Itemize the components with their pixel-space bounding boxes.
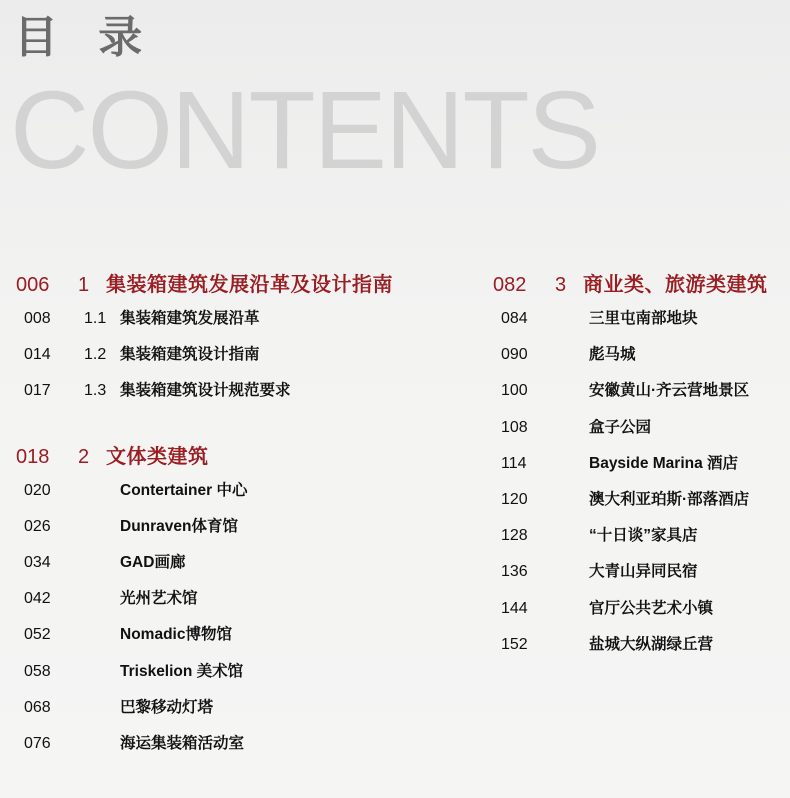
toc-item-list — [16, 472, 393, 768]
toc-section — [493, 268, 768, 668]
entry-page-number: 017 — [24, 382, 51, 400]
entry-page-number: 084 — [501, 310, 528, 327]
toc-entry[interactable] — [493, 378, 768, 414]
toc-entry[interactable] — [16, 378, 393, 414]
toc-section — [16, 440, 393, 768]
entry-title: 集装箱建筑设计指南 — [120, 346, 260, 364]
toc-section-heading[interactable] — [16, 268, 393, 300]
entry-page-number: 108 — [501, 418, 528, 436]
toc-entry[interactable] — [493, 632, 768, 668]
entry-page-number: 128 — [501, 527, 528, 545]
entry-page-number: 136 — [501, 563, 528, 581]
section-number: 2 — [78, 445, 90, 468]
page-title-en: CONTENTS — [10, 69, 599, 192]
entry-title: 澳大利亚珀斯·部落酒店 — [589, 490, 750, 508]
toc-left-column — [16, 268, 393, 767]
toc-entry[interactable] — [16, 586, 393, 622]
entry-title: Triskelion 美术馆 — [120, 662, 244, 680]
toc-entry[interactable] — [16, 731, 393, 767]
entry-title: Contertainer 中心 — [120, 481, 248, 499]
toc-right-column — [493, 268, 768, 668]
entry-title: 大青山异同民宿 — [589, 563, 698, 581]
toc-entry[interactable] — [493, 306, 768, 342]
section-page-number: 006 — [16, 274, 50, 296]
entry-title: 巴黎移动灯塔 — [120, 698, 214, 716]
entry-page-number: 026 — [24, 517, 51, 535]
entry-title: GAD画廊 — [120, 553, 186, 571]
entry-page-number: 034 — [24, 553, 51, 571]
toc-item-list — [16, 300, 393, 415]
section-page-number: 018 — [16, 445, 50, 468]
toc-entry[interactable] — [493, 596, 768, 632]
entry-page-number: 042 — [24, 590, 51, 608]
toc-section — [16, 268, 393, 415]
entry-title: 三里屯南部地块 — [589, 310, 698, 327]
section-title: 商业类、旅游类建筑 — [583, 274, 768, 296]
entry-title: 盐城大纵湖绿丘营 — [589, 635, 714, 653]
section-number: 1 — [78, 274, 90, 296]
entry-page-number: 014 — [24, 346, 51, 364]
toc-entry[interactable] — [493, 342, 768, 378]
toc-entry[interactable] — [16, 478, 393, 514]
toc-entry[interactable] — [16, 514, 393, 550]
entry-number: 1.2 — [84, 346, 107, 364]
toc-entry[interactable] — [493, 451, 768, 487]
entry-number: 1.1 — [84, 310, 107, 327]
entry-title: 海运集装箱活动室 — [120, 734, 245, 752]
entry-title: 集装箱建筑发展沿革 — [120, 310, 260, 327]
entry-page-number: 058 — [24, 662, 51, 680]
entry-title: 官厅公共艺术小镇 — [589, 599, 714, 617]
page-title-cn: 目 录 — [14, 13, 157, 62]
entry-page-number: 020 — [24, 481, 51, 499]
toc-entry[interactable] — [16, 342, 393, 378]
section-title: 集装箱建筑发展沿革及设计指南 — [106, 274, 393, 296]
section-gap — [16, 415, 393, 440]
entry-title: “十日谈”家具店 — [589, 527, 698, 545]
entry-page-number: 076 — [24, 734, 51, 752]
entry-page-number: 114 — [501, 454, 527, 472]
entry-title: 盒子公园 — [589, 418, 652, 436]
section-page-number: 082 — [493, 274, 527, 296]
toc-section-heading[interactable] — [493, 268, 768, 300]
section-number: 3 — [555, 274, 567, 296]
entry-title: Dunraven体育馆 — [120, 517, 238, 535]
entry-page-number: 120 — [501, 490, 528, 508]
section-title: 文体类建筑 — [106, 445, 209, 468]
toc-entry[interactable] — [16, 306, 393, 342]
entry-page-number: 100 — [501, 382, 528, 400]
entry-title: 安徽黄山·齐云营地景区 — [589, 382, 750, 400]
entry-page-number: 052 — [24, 626, 51, 644]
toc-entry[interactable] — [16, 659, 393, 695]
entry-page-number: 068 — [24, 698, 51, 716]
toc-entry[interactable] — [16, 695, 393, 731]
entry-page-number: 008 — [24, 310, 51, 327]
entry-title: 光州艺术馆 — [120, 590, 198, 608]
toc-entry[interactable] — [16, 550, 393, 586]
toc-entry[interactable] — [493, 415, 768, 451]
entry-number: 1.3 — [84, 382, 107, 400]
toc-entry[interactable] — [493, 523, 768, 559]
toc-section-heading[interactable] — [16, 440, 393, 472]
entry-title: 彪马城 — [589, 346, 636, 364]
entry-page-number: 144 — [501, 599, 528, 617]
toc-item-list — [493, 300, 768, 668]
toc-entry[interactable] — [493, 559, 768, 595]
toc-entry[interactable] — [493, 487, 768, 523]
entry-title: Nomadic博物馆 — [120, 626, 232, 644]
entry-page-number: 090 — [501, 346, 528, 364]
toc-entry[interactable] — [16, 622, 393, 658]
entry-title: 集装箱建筑设计规范要求 — [120, 382, 291, 400]
entry-page-number: 152 — [501, 635, 528, 653]
entry-title: Bayside Marina 酒店 — [589, 454, 739, 472]
